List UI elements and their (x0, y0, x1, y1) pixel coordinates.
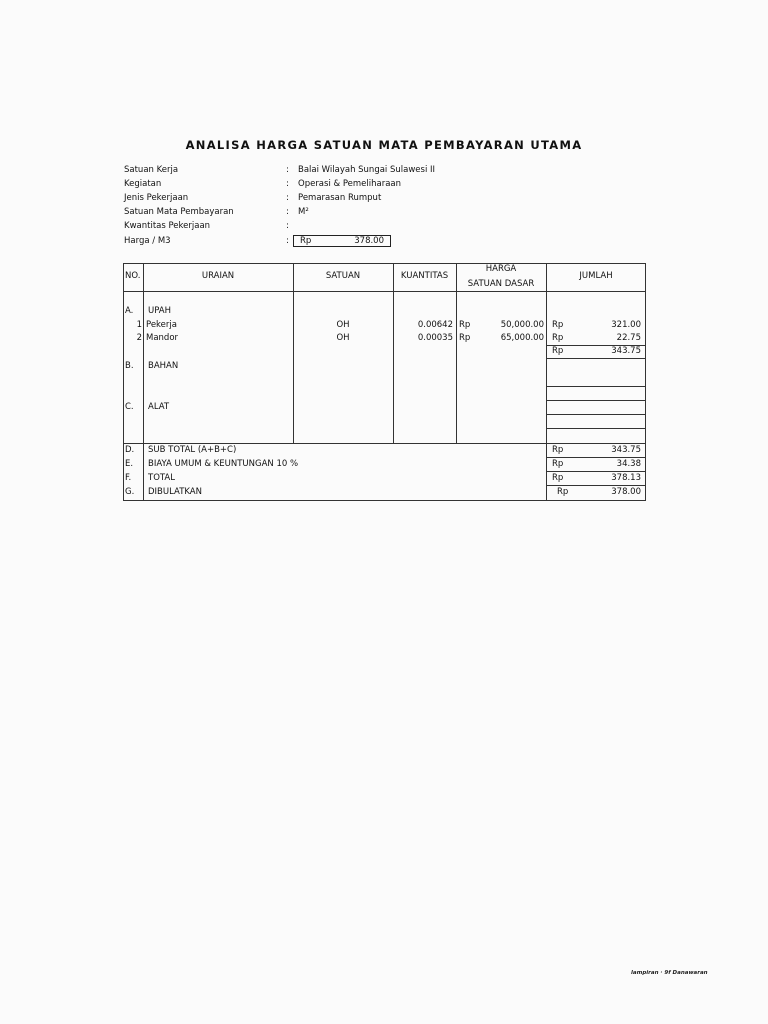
info-value: Pemarasan Rumput (298, 193, 382, 203)
table-border-left (123, 263, 124, 501)
header-jumlah: JUMLAH (579, 271, 613, 281)
section-a-label: UPAH (148, 306, 172, 316)
info-label: Satuan Mata Pembayaran (124, 207, 234, 217)
harga-value: 378.00 (354, 236, 384, 246)
info-colon: : (286, 193, 289, 203)
info-label: Kegiatan (124, 179, 162, 189)
info-label: Satuan Kerja (124, 165, 179, 175)
info-label: Kwantitas Pekerjaan (124, 221, 211, 231)
header-satuan: SATUAN (325, 271, 361, 281)
table-border-bottom (123, 500, 646, 501)
section-b-label: BAHAN (148, 361, 179, 371)
row-harga: 50,000.00 (500, 320, 544, 330)
jumlah-line (546, 457, 646, 458)
currency-label: Rp (300, 236, 312, 246)
row-jumlah: 22.75 (616, 333, 641, 343)
jumlah-line (546, 428, 646, 429)
summary-value: 343.75 (611, 445, 641, 455)
page-footer: lampiran · 9f Danawaran (631, 970, 708, 976)
summary-code: G. (125, 487, 135, 497)
row-no: 2 (136, 333, 142, 343)
row-jumlah: 321.00 (611, 320, 641, 330)
summary-rp: Rp (552, 473, 564, 483)
info-colon: : (286, 165, 289, 175)
info-value: Balai Wilayah Sungai Sulawesi II (298, 165, 436, 175)
jumlah-line (546, 471, 646, 472)
section-c-label: ALAT (148, 402, 170, 412)
summary-label: BIAYA UMUM & KEUNTUNGAN 10 % (148, 459, 299, 469)
jumlah-line (546, 386, 646, 387)
summary-label: DIBULATKAN (148, 487, 202, 497)
table-border-top (123, 263, 646, 264)
row-harga: 65,000.00 (500, 333, 544, 343)
info-label: Jenis Pekerjaan (124, 193, 189, 203)
header-kuantitas: KUANTITAS (400, 271, 449, 281)
header-satuan-dasar: SATUAN DASAR (467, 279, 535, 289)
col-divider-kuantitas (456, 263, 457, 444)
row-no: 1 (136, 320, 142, 330)
header-no: NO. (125, 271, 141, 281)
summary-rp: Rp (552, 445, 564, 455)
summary-divider (123, 443, 646, 444)
summary-rp: Rp (557, 487, 569, 497)
info-label: Harga / M3 (124, 236, 171, 246)
summary-code: D. (125, 445, 135, 455)
info-colon: : (286, 236, 289, 246)
col-divider-uraian (293, 263, 294, 444)
document-title: ANALISA HARGA SATUAN MATA PEMBAYARAN UTAMA (185, 138, 583, 152)
jumlah-line (546, 358, 646, 359)
upah-subtotal: 343.75 (611, 346, 641, 356)
info-value: M² (298, 207, 309, 217)
col-divider-no (143, 263, 144, 501)
summary-code: E. (125, 459, 134, 469)
summary-rp: Rp (552, 459, 564, 469)
summary-value: 34.38 (616, 459, 641, 469)
jumlah-line (546, 485, 646, 486)
row-harga-rp: Rp (459, 320, 471, 330)
info-colon: : (286, 207, 289, 217)
row-uraian: Pekerja (146, 320, 177, 330)
row-uraian: Mandor (146, 333, 179, 343)
summary-label: SUB TOTAL (A+B+C) (148, 445, 237, 455)
row-jumlah-rp: Rp (552, 333, 564, 343)
summary-value: 378.13 (611, 473, 641, 483)
header-divider (123, 291, 646, 292)
jumlah-line (546, 414, 646, 415)
section-c-code: C. (125, 402, 134, 412)
table-border-right (645, 263, 646, 501)
jumlah-line (546, 400, 646, 401)
info-value: Operasi & Pemeliharaan (298, 179, 402, 189)
upah-subtotal-rp: Rp (552, 346, 564, 356)
summary-value: 378.00 (611, 487, 641, 497)
row-satuan: OH (336, 320, 350, 330)
row-jumlah-rp: Rp (552, 320, 564, 330)
row-harga-rp: Rp (459, 333, 471, 343)
section-b-code: B. (125, 361, 134, 371)
info-colon: : (286, 221, 289, 231)
row-kuantitas: 0.00642 (417, 320, 453, 330)
section-a-code: A. (125, 306, 134, 316)
summary-code: F. (125, 473, 132, 483)
summary-label: TOTAL (148, 473, 175, 483)
row-kuantitas: 0.00035 (417, 333, 453, 343)
col-divider-satuan (393, 263, 394, 444)
header-harga: HARGA (485, 264, 517, 274)
info-colon: : (286, 179, 289, 189)
row-satuan: OH (336, 333, 350, 343)
header-uraian: URAIAN (201, 271, 235, 281)
